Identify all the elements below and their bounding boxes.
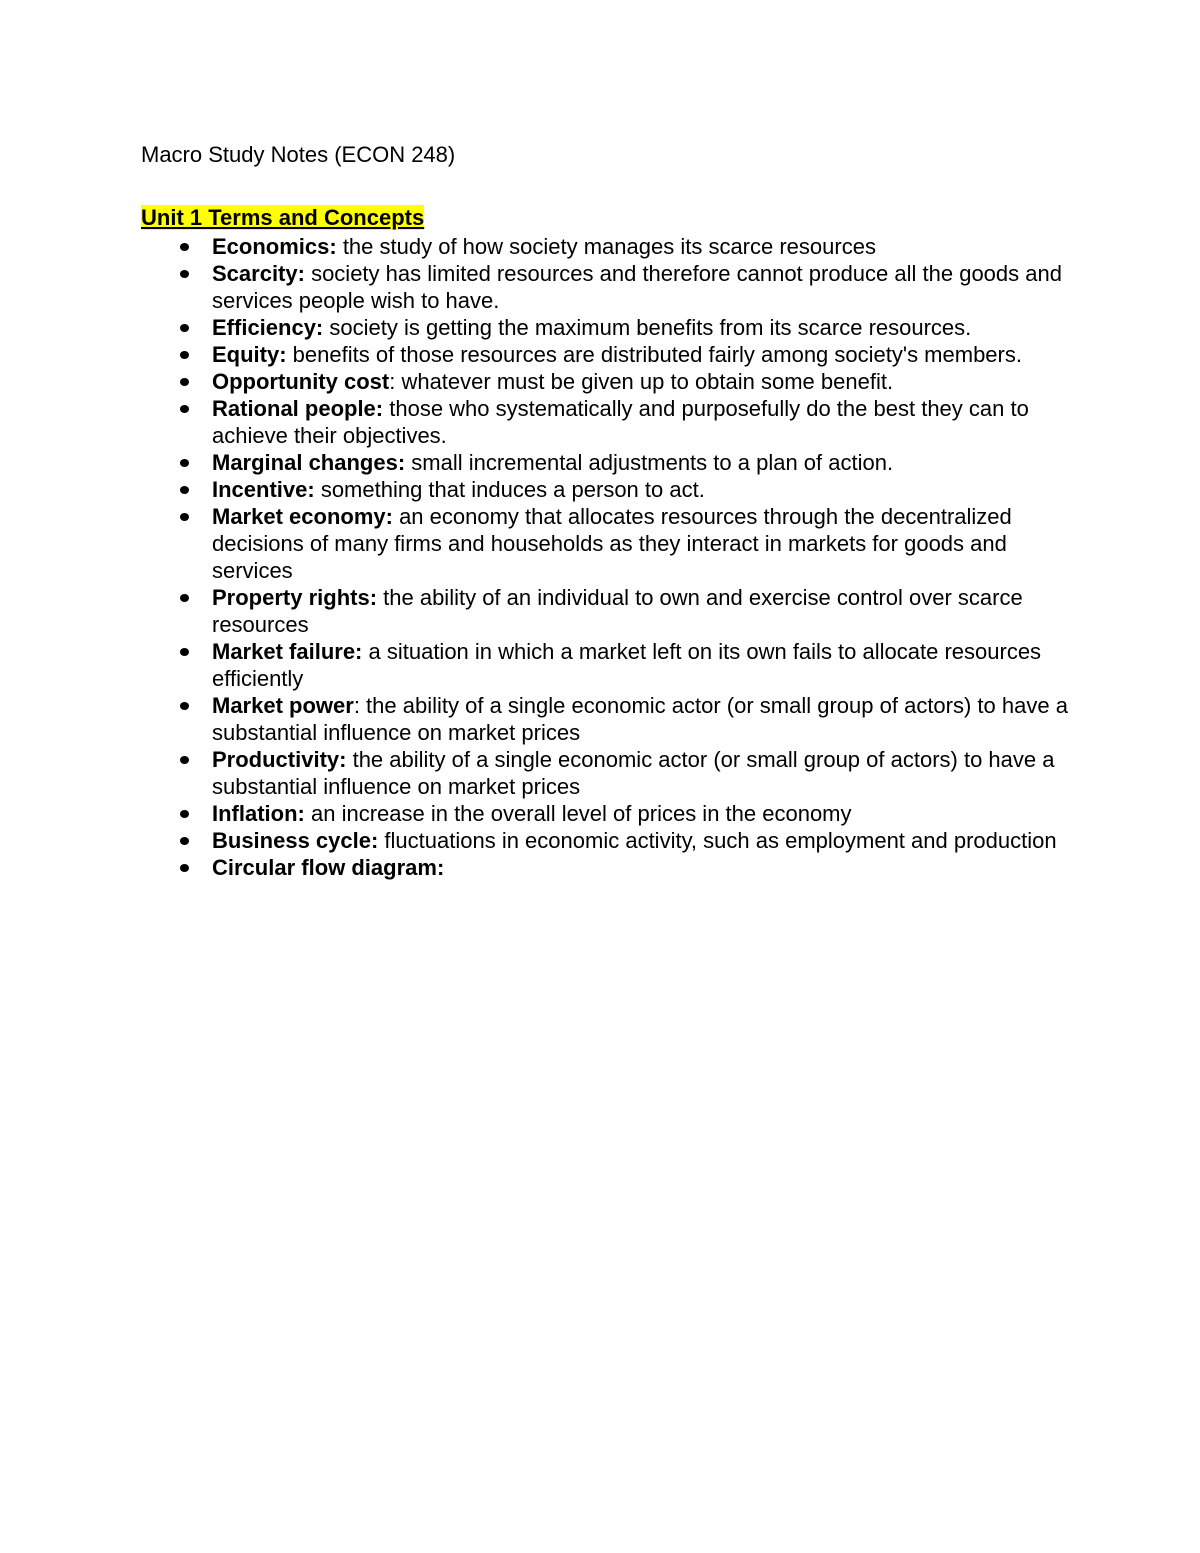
term-definition: : the ability of a single economic actor (or small group of actors) to have a substantial influence on market prices: [212, 693, 1068, 745]
term-definition: benefits of those resources are distributed fairly among society's members.: [286, 342, 1022, 367]
term-definition: those who systematically and purposefully do the best they can to achieve their objectives.: [212, 396, 1029, 448]
term-label: Circular flow diagram:: [212, 855, 445, 880]
list-item: [141, 476, 1081, 503]
term-definition: the ability of a single economic actor (or small group of actors) to have a substantial influence on market prices: [212, 747, 1055, 799]
term-definition: small incremental adjustments to a plan of action.: [405, 450, 894, 475]
list-item: [141, 368, 1081, 395]
list-item: [141, 827, 1081, 854]
terms-list: [141, 233, 1081, 881]
list-item: [141, 800, 1081, 827]
section-heading-text: Unit 1 Terms and Concepts: [141, 205, 425, 230]
list-item: [141, 233, 1081, 260]
bullet-icon: [180, 405, 189, 413]
term-label: Scarcity:: [212, 261, 305, 286]
document-title: Macro Study Notes (ECON 248): [141, 142, 456, 167]
list-item: [141, 449, 1081, 476]
bullet-icon: [180, 864, 189, 872]
list-item: [141, 503, 1081, 584]
bullet-icon: [180, 648, 189, 656]
term-label: Market power: [212, 693, 354, 718]
term-label: Marginal changes:: [212, 450, 406, 475]
section-heading: [141, 204, 1081, 231]
term-definition: a situation in which a market left on its own fails to allocate resources efficiently: [212, 639, 1042, 691]
term-definition: the study of how society manages its scarce resources: [336, 234, 876, 259]
bullet-icon: [180, 378, 189, 386]
list-item: [141, 692, 1081, 746]
term-label: Opportunity cost: [212, 369, 390, 394]
term-definition: fluctuations in economic activity, such as employment and production: [378, 828, 1057, 853]
term-label: Market failure:: [212, 639, 363, 664]
term-label: Inflation:: [212, 801, 305, 826]
list-item: [141, 584, 1081, 638]
term-label: Efficiency:: [212, 315, 324, 340]
term-definition: : whatever must be given up to obtain some benefit.: [389, 369, 894, 394]
term-definition: an increase in the overall level of prices in the economy: [304, 801, 852, 826]
bullet-icon: [180, 486, 189, 494]
list-item: [141, 395, 1081, 449]
list-item: [141, 260, 1081, 314]
list-item: [141, 854, 1081, 881]
document-page: [141, 141, 1081, 881]
bullet-icon: [180, 513, 189, 521]
bullet-icon: [180, 756, 189, 764]
term-label: Economics:: [212, 234, 337, 259]
bullet-icon: [180, 459, 189, 467]
bullet-icon: [180, 810, 189, 818]
term-label: Rational people:: [212, 396, 384, 421]
term-definition: society has limited resources and therefore cannot produce all the goods and services people wish to have.: [212, 261, 1062, 313]
bullet-icon: [180, 837, 189, 845]
bullet-icon: [180, 324, 189, 332]
term-definition: society is getting the maximum benefits from its scarce resources.: [323, 315, 972, 340]
list-item: [141, 314, 1081, 341]
bullet-icon: [180, 270, 189, 278]
list-item: [141, 341, 1081, 368]
term-label: Business cycle:: [212, 828, 379, 853]
term-label: Incentive:: [212, 477, 315, 502]
term-label: Property rights:: [212, 585, 378, 610]
bullet-icon: [180, 351, 189, 359]
term-definition: the ability of an individual to own and exercise control over scarce resources: [212, 585, 1023, 637]
term-label: Market economy:: [212, 504, 393, 529]
bullet-icon: [180, 243, 189, 251]
term-definition: something that induces a person to act.: [314, 477, 705, 502]
term-definition: an economy that allocates resources through the decentralized decisions of many firms and households as they interact in markets for goods and services: [212, 504, 1012, 583]
term-label: Equity:: [212, 342, 287, 367]
list-item: [141, 638, 1081, 692]
term-label: Productivity:: [212, 747, 347, 772]
bullet-icon: [180, 702, 189, 710]
bullet-icon: [180, 594, 189, 602]
list-item: [141, 746, 1081, 800]
